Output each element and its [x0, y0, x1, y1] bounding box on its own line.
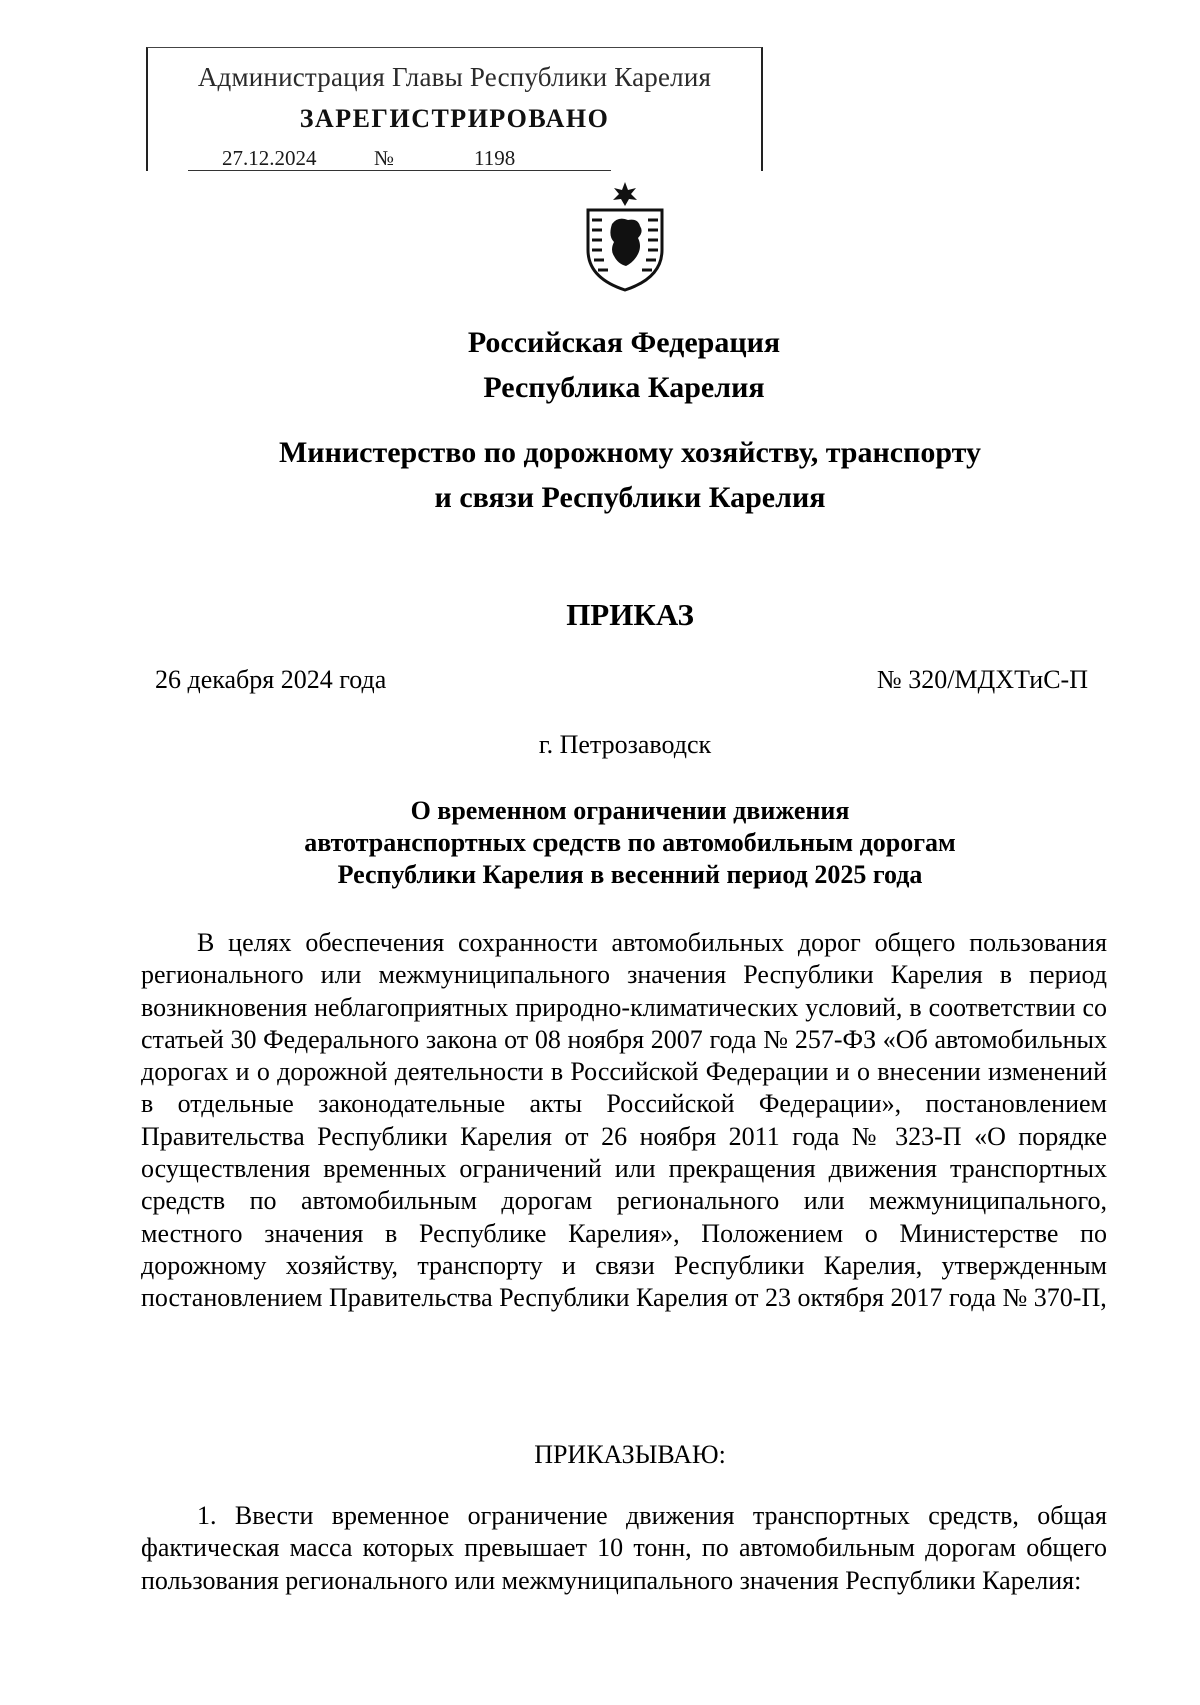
stamp-registered: ЗАРЕГИСТРИРОВАНО	[299, 104, 610, 133]
header-ministry	[30, 430, 1200, 520]
order-date: 26 декабря 2024 года	[155, 665, 387, 694]
stamp-date: 27.12.2024	[222, 146, 317, 170]
country-name: Российская Федерация	[467, 326, 781, 359]
ministry-name-line2: и связи Республики Карелия	[434, 481, 826, 514]
subject-line2: автотранспортных средств по автомобильным дорогам	[304, 828, 956, 857]
preamble-paragraph: В целях обеспечения сохранности автомобильных дорог общего пользования регионального или межмуниципального значения Республики Карелия в период возникновения неблагоприятных природно-климатических условий, в соответствии со статьей 30 Федерального закона от 08 ноября 2007 года № 257-ФЗ «Об автомобильных дорогах и о дорожной деятельности в Российской Федерации и о внесении изменений в отдельные законодательные акты Российской Федерации», постановлением Правительства Республики Карелия от 26 ноября 2011 года № 323-П «О порядке осуществления временных ограничений или прекращения движения транспортных средств по автомобильным дорогам регионального или межмуниципального, местного значения в Республике Карелия», Положением о Министерстве по дорожному хозяйству, транспорту и связи Республики Карелия, утвержденным постановлением Правительства Республики Карелия от 23 октября 2017 года № 370-П,	[141, 928, 1107, 1313]
stamp-administration: Администрация Главы Республики Карелия	[197, 62, 712, 92]
header-state	[24, 320, 1200, 410]
city: г. Петрозаводск	[538, 730, 712, 759]
stamp-number-sign: №	[374, 146, 395, 170]
order-number: № 320/МДХТиС-П	[876, 665, 1088, 694]
subject-line1: О временном ограничении движения	[410, 796, 850, 825]
stamp-underline	[188, 170, 611, 171]
document-type: ПРИКАЗ	[566, 597, 694, 632]
command-word: ПРИКАЗЫВАЮ:	[534, 1440, 726, 1469]
registration-stamp	[146, 47, 763, 171]
stamp-number: 1198	[474, 146, 516, 170]
republic-name: Республика Карелия	[483, 371, 765, 404]
subject-line3: Республики Карелия в весенний период 2025 года	[337, 860, 923, 889]
ministry-name-line1: Министерство по дорожному хозяйству, транспорту	[278, 436, 982, 469]
order-subject	[30, 795, 1200, 891]
item-1-paragraph: 1. Ввести временное ограничение движения транспортных средств, общая фактическая масса которых превышает 10 тонн, по автомобильным дорогам общего пользования регионального или межмуниципального значения Республики Карелия:	[141, 1501, 1107, 1595]
karelia-coat-of-arms-icon	[582, 180, 668, 292]
